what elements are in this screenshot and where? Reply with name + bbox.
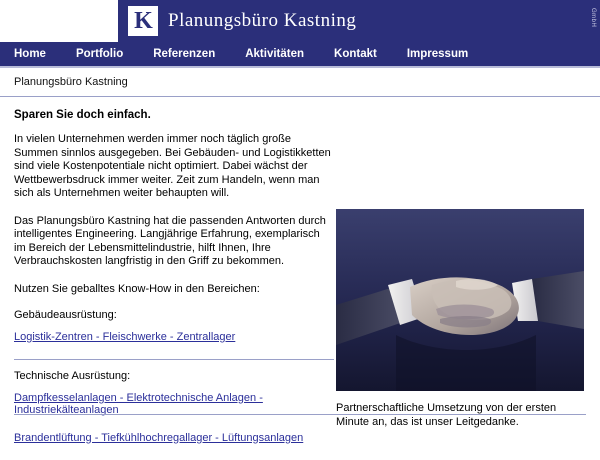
section-label-technische-ausruestung: Technische Ausrüstung: bbox=[14, 369, 131, 382]
breadcrumb-label: Planungsbüro Kastning bbox=[14, 76, 128, 88]
section-label-gebaeudeausruestung: Gebäudeausrüstung: bbox=[14, 308, 117, 321]
link-technische-ausruestung-2[interactable]: Brandentlüftung - Tiefkühlhochregallager - Lüftungsanlagen bbox=[14, 431, 304, 444]
content-column-right bbox=[336, 209, 584, 429]
nav-item-kontakt[interactable]: Kontakt bbox=[334, 48, 377, 60]
intro-paragraph-1: In vielen Unternehmen werden immer noch täglich große Summen sinnlos ausgegeben. Bei Gebäuden- und Logistikketten sind viele Kostenpotentiale nicht optimiert. Dabei wächst der Wettbewerbsdruck immer weiter. Zeit zum Handeln, wenn man sich als Unternehmen weiter behaupten will. bbox=[14, 133, 331, 199]
photo-caption: Partnerschaftliche Umsetzung von der ersten Minute an, das ist unser Leitgedanke. bbox=[336, 402, 557, 428]
logo-k-icon: K bbox=[128, 6, 158, 36]
nav-item-impressum[interactable]: Impressum bbox=[406, 48, 469, 60]
divider-bottom bbox=[14, 414, 586, 415]
divider-1 bbox=[14, 359, 334, 360]
know-how-line: Nutzen Sie geballtes Know-How in den Bereichen: bbox=[14, 282, 260, 295]
logo-sub-text: GmbH bbox=[590, 8, 596, 28]
page-headline: Sparen Sie doch einfach. bbox=[14, 109, 151, 121]
intro-paragraph-2: Das Planungsbüro Kastning hat die passenden Antworten durch intelligentes Engineering. Langjährige Erfahrung, exemplarisch im Bereich der Lebensmittelindustrie, hilft Ihnen, Ihre Verbrauchskosten langfristig in den Griff zu bekommen. bbox=[14, 214, 326, 267]
logo-wordmark: Planungsbüro Kastning bbox=[168, 10, 357, 31]
handshake-photo bbox=[336, 209, 584, 391]
nav-item-aktivitaeten[interactable]: Aktivitäten bbox=[245, 48, 305, 60]
header-brand-band bbox=[118, 0, 600, 42]
breadcrumb bbox=[0, 68, 600, 97]
main-content bbox=[0, 97, 600, 460]
header-left-spacer bbox=[0, 0, 118, 42]
nav-item-portfolio[interactable]: Portfolio bbox=[75, 48, 124, 60]
nav-item-home[interactable]: Home bbox=[14, 48, 46, 60]
site-header bbox=[0, 0, 600, 42]
nav-item-referenzen[interactable]: Referenzen bbox=[153, 48, 216, 60]
link-gebaeudeausruestung[interactable]: Logistik-Zentren - Fleischwerke - Zentrallager bbox=[14, 330, 236, 343]
content-column-left bbox=[14, 109, 334, 460]
link-technische-ausruestung-1[interactable]: Dampfkesselanlagen - Elektrotechnische Anlagen - Industriekälteanlagen bbox=[14, 391, 263, 416]
main-navigation bbox=[0, 42, 600, 68]
